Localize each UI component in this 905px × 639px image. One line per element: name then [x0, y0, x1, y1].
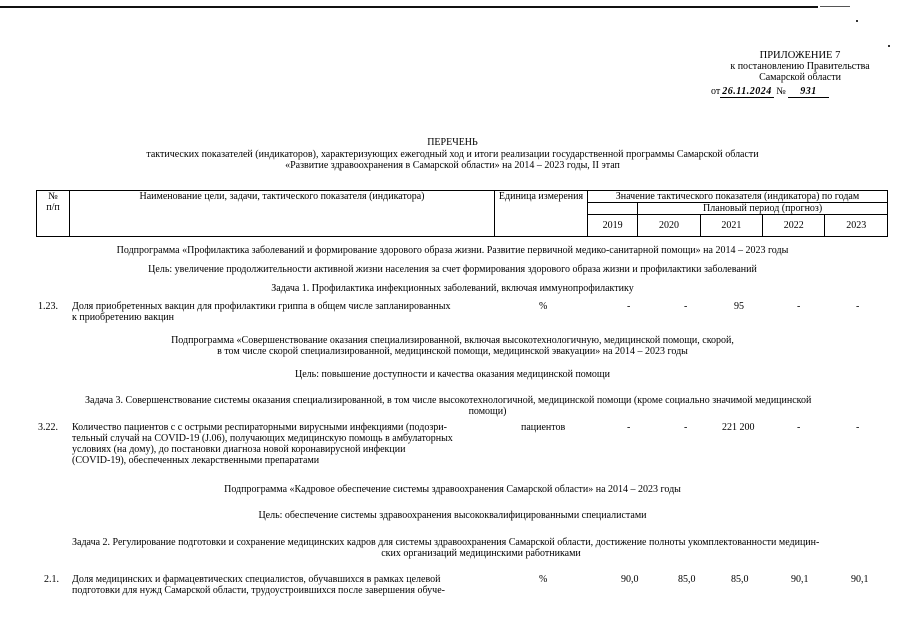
subprogram-heading: Подпрограмма «Кадровое обеспечение системы здравоохранения Самарской области» на 2014 – 2023 годы	[224, 484, 681, 495]
row-name	[72, 422, 487, 466]
task-heading	[85, 395, 890, 417]
row-name-line: Доля медицинских и фармацевтических специалистов, обучавшихся в рамках целевой	[72, 574, 441, 585]
header-name: Наименование цели, задачи, тактического показателя (индикатора)	[70, 191, 495, 237]
subprogram-heading-2: в том числе скорой специализированной, медицинской помощи, медицинской эвакуации» на 2014 – 2023 годы	[217, 346, 688, 357]
top-border-line	[0, 6, 818, 8]
from-prefix: от	[711, 86, 721, 97]
appendix-date-number	[711, 86, 829, 97]
row-unit: %	[539, 301, 548, 312]
subprogram-heading: Подпрограмма «Профилактика заболеваний и формирование здорового образа жизни. Развитие первичной медико-санитарной помощи» на 2014 – 2023 годы	[116, 245, 789, 256]
row-value: 90,0	[621, 574, 639, 585]
row-name-line: Доля приобретенных вакцин для профилактики гриппа в общем числе запланированных	[72, 301, 451, 312]
row-num: 1.23.	[38, 301, 58, 312]
row-value: -	[856, 422, 860, 433]
appendix-title: ПРИЛОЖЕНИЕ 7	[759, 50, 841, 61]
task-heading-line: Задача 2. Регулирование подготовки и сохранение медицинских кадров для системы здравоохранения Самарской области, достижение полноты укомплектованности медицин-	[72, 537, 820, 548]
top-border-line-right	[820, 6, 850, 7]
task-heading-line: ских организаций медицинскими работниками	[381, 548, 581, 559]
appendix-line: к постановлению Правительства	[730, 61, 870, 72]
row-value: -	[797, 422, 801, 433]
row-name-line: к приобретению вакцин	[72, 312, 175, 323]
row-value: 85,0	[678, 574, 696, 585]
appendix-line: Самарской области	[759, 72, 841, 83]
row-name-line: Количество пациентов с с острыми респираторными вирусными инфекциями (подозри-	[72, 422, 447, 433]
header-year: 2019	[588, 215, 638, 237]
row-unit: пациентов	[521, 422, 566, 433]
task-heading-line: Задача 3. Совершенствование системы оказания специализированной, в том числе высокотехнологичной, медицинской помощи (кроме социально значимой медицинской	[85, 395, 812, 406]
row-value: -	[627, 422, 631, 433]
row-value: -	[684, 422, 688, 433]
header-num: №	[48, 191, 58, 202]
document-subtitle: тактических показателей (индикаторов), характеризующих ежегодный ход и итоги реализации государственной программы Самарской области	[146, 149, 759, 160]
row-value: 85,0	[731, 574, 749, 585]
row-value: -	[797, 301, 801, 312]
row-unit: %	[539, 574, 548, 585]
header-unit: Единица измерения	[495, 191, 588, 237]
document-subtitle-2: «Развитие здравоохранения в Самарской области» на 2014 – 2023 годы, II этап	[285, 160, 620, 171]
scan-speck	[888, 45, 890, 47]
goal-heading: Цель: обеспечение системы здравоохранения высококвалифицированными специалистами	[258, 510, 647, 521]
header-year: 2020	[638, 215, 700, 237]
header-year: 2022	[763, 215, 825, 237]
handwritten-date: 26.11.2024	[722, 86, 772, 97]
header-period: Плановый период (прогноз)	[638, 203, 888, 215]
row-value: 95	[734, 301, 744, 312]
task-heading	[72, 537, 890, 559]
subprogram-heading: Подпрограмма «Совершенствование оказания специализированной, включая высокотехнологичную, медицинской помощи, скорой,	[171, 335, 734, 346]
row-num: 2.1.	[44, 574, 59, 585]
row-num: 3.22.	[38, 422, 58, 433]
row-value: -	[684, 301, 688, 312]
task-heading-line: помощи)	[468, 406, 507, 417]
row-value: -	[856, 301, 860, 312]
number-prefix: №	[776, 86, 786, 97]
appendix-block	[680, 50, 905, 83]
handwritten-number: 931	[788, 86, 829, 98]
header-num-2: п/п	[46, 202, 60, 213]
goal-heading: Цель: повышение доступности и качества оказания медицинской помощи	[295, 369, 610, 380]
header-year: 2023	[825, 215, 888, 237]
row-name-line: подготовки для нужд Самарской области, трудоустроившихся после завершения обуче-	[72, 585, 445, 596]
task-heading: Задача 1. Профилактика инфекционных заболеваний, включая иммунопрофилактику	[271, 283, 634, 294]
header-empty	[588, 203, 638, 215]
row-name-line: условиях (на дому), до постановки диагноза новой коронавирусной инфекции	[72, 444, 406, 455]
row-name	[72, 301, 492, 323]
header-values: Значение тактического показателя (индикатора) по годам	[588, 191, 888, 203]
document-title: ПЕРЕЧЕНЬ	[427, 137, 478, 148]
row-value: 90,1	[791, 574, 809, 585]
row-value: 221 200	[722, 422, 755, 433]
row-value: -	[627, 301, 631, 312]
scan-speck	[856, 20, 858, 22]
header-year: 2021	[700, 215, 762, 237]
row-name	[72, 574, 487, 596]
row-value: 90,1	[851, 574, 869, 585]
row-name-line: (COVID-19), обеспеченных лекарственными препаратами	[72, 455, 320, 466]
header-num-cell	[37, 191, 70, 237]
row-name-line: тельный случай на COVID-19 (J.06), получающих медицинскую помощь в амбулаторных	[72, 433, 453, 444]
table-header	[36, 190, 888, 237]
goal-heading: Цель: увеличение продолжительности активной жизни населения за счет формирования здорового образа жизни и профилактики заболеваний	[148, 264, 757, 275]
